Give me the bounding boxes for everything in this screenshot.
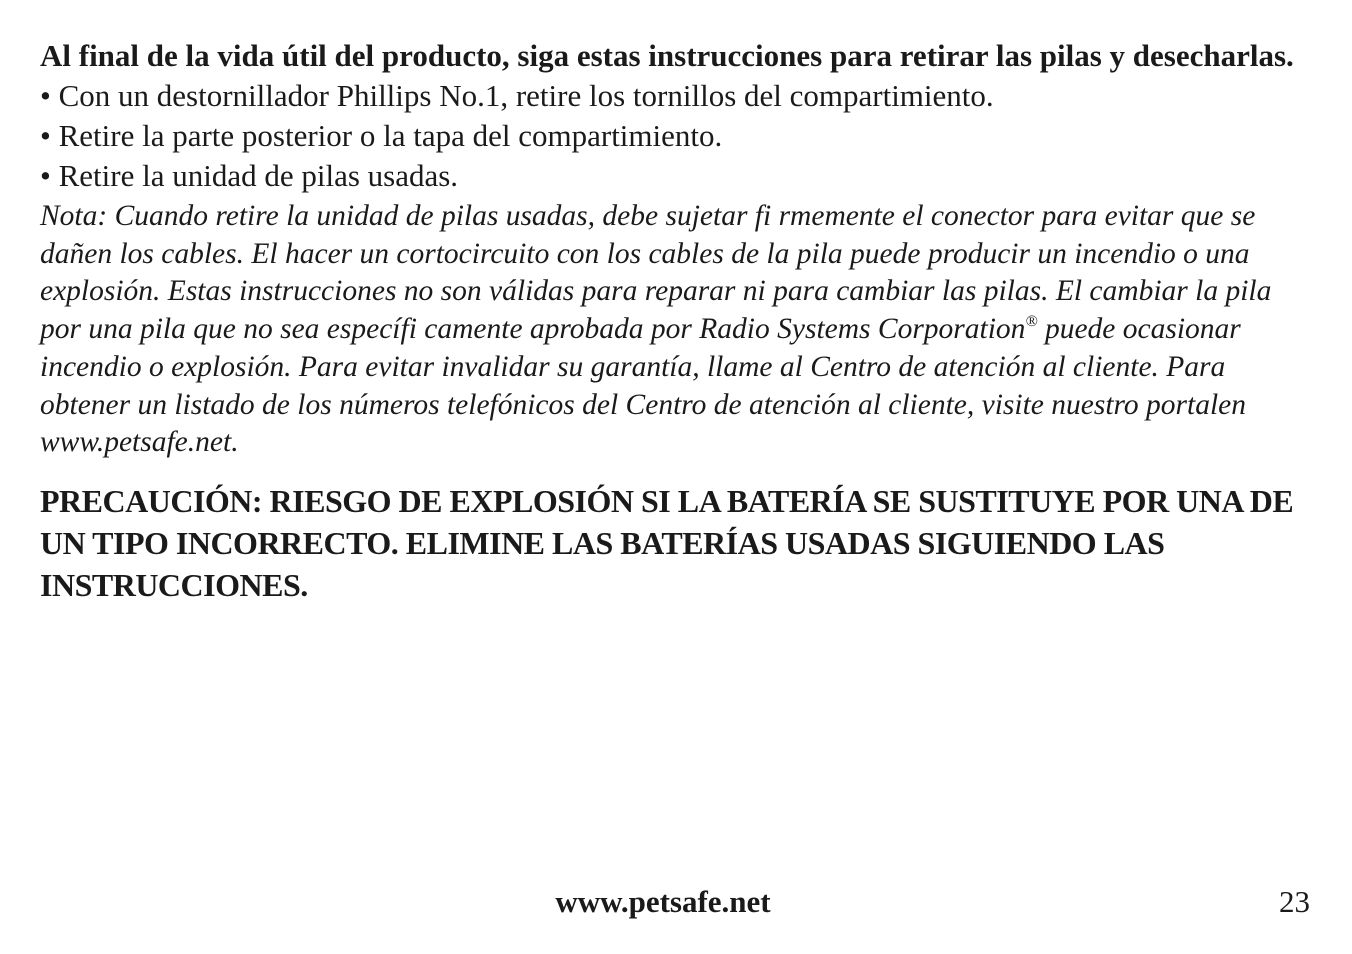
page-content <box>40 36 1315 606</box>
section-heading: Al final de la vida útil del producto, siga estas instrucciones para retirar las pilas y desecharlas. <box>40 38 1294 73</box>
safety-note <box>40 198 1315 462</box>
instruction-item: • Retire la unidad de pilas usadas. <box>40 158 459 193</box>
note-text-part-2: puede ocasionar incendio o explosión. Para evitar invalidar su garantía, llame al Centro de atención al cliente. Para obtener un listado de los números telefónicos del Centro de atención al cliente, visite nuestro portalen www.petsafe.net. <box>40 313 1247 459</box>
page-number: 23 <box>1279 884 1310 919</box>
instruction-item: • Retire la parte posterior o la tapa del compartimiento. <box>40 118 723 153</box>
registered-mark: ® <box>1025 313 1038 331</box>
instruction-item: • Con un destornillador Phillips No.1, retire los tornillos del compartimiento. <box>40 78 994 113</box>
footer-url: www.petsafe.net <box>555 884 771 919</box>
caution-warning: PRECAUCIÓN: RIESGO DE EXPLOSIÓN SI LA BATERÍA SE SUSTITUYE POR UNA DE UN TIPO INCORRECTO. ELIMINE LAS BATERÍAS USADAS SIGUIENDO LAS INSTRUCCIONES. <box>40 482 1294 603</box>
note-text-part-1: Nota: Cuando retire la unidad de pilas usadas, debe sujetar fi rmemente el conector para evitar que se dañen los cables. El hacer un cortocircuito con los cables de la pila puede producir un incendio o una explosión. Estas instrucciones no son válidas para reparar ni para cambiar las pilas. El cambiar la pila por una pila que no sea específi camente aprobada por Radio Systems Corporation <box>40 200 1272 346</box>
instruction-list <box>40 76 1315 196</box>
